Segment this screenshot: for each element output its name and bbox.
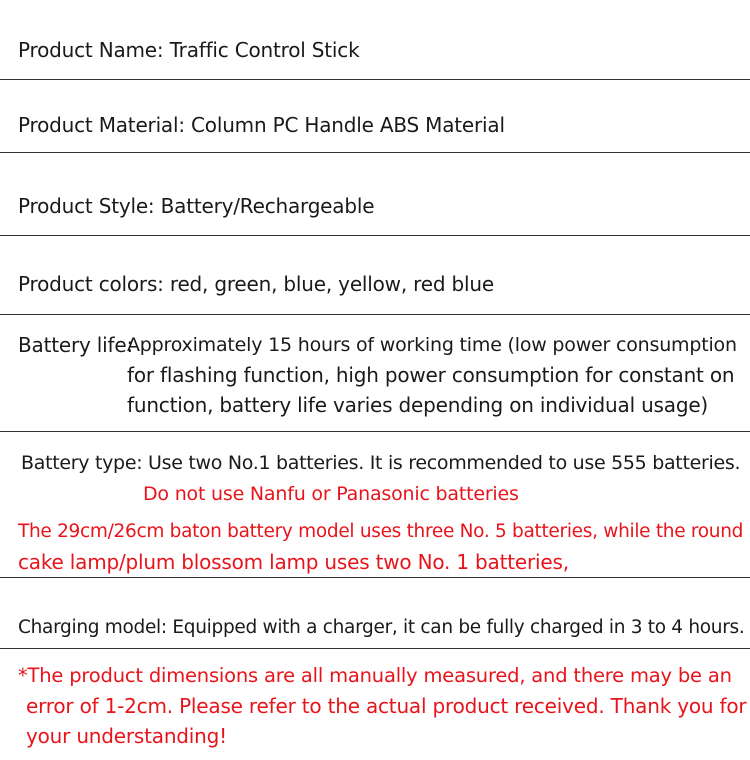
- battery-life-line-3: function, battery life varies depending on individual usage): [127, 393, 709, 417]
- battery-life-label: Battery life:: [18, 333, 133, 357]
- divider: [0, 314, 750, 315]
- product-colors: Product colors: red, green, blue, yellow, red blue: [18, 272, 494, 296]
- divider: [0, 431, 750, 432]
- disclaimer-line-2: error of 1-2cm. Please refer to the actual product received. Thank you for: [26, 694, 747, 718]
- product-style: Product Style: Battery/Rechargeable: [18, 194, 375, 218]
- battery-life-line-1: Approximately 15 hours of working time (low power consumption: [127, 334, 737, 356]
- battery-type-text: Battery type: Use two No.1 batteries. It is recommended to use 555 batteries.: [21, 452, 741, 474]
- divider: [0, 79, 750, 80]
- divider: [0, 577, 750, 578]
- battery-warning: Do not use Nanfu or Panasonic batteries: [143, 483, 519, 505]
- product-name: Product Name: Traffic Control Stick: [18, 38, 360, 62]
- disclaimer-line-1: *The product dimensions are all manually measured, and there may be an: [18, 664, 732, 687]
- divider: [0, 152, 750, 153]
- divider: [0, 648, 750, 649]
- product-material: Product Material: Column PC Handle ABS Material: [18, 113, 505, 137]
- divider: [0, 235, 750, 236]
- baton-battery-note-line-1: The 29cm/26cm baton battery model uses three No. 5 batteries, while the round: [18, 521, 744, 542]
- battery-life-line-2: for flashing function, high power consumption for constant on: [127, 363, 735, 387]
- charging-model: Charging model: Equipped with a charger, it can be fully charged in 3 to 4 hours.: [18, 617, 745, 638]
- disclaimer-line-3: your understanding!: [26, 724, 227, 748]
- baton-battery-note-line-2: cake lamp/plum blossom lamp uses two No. 1 batteries,: [18, 550, 569, 574]
